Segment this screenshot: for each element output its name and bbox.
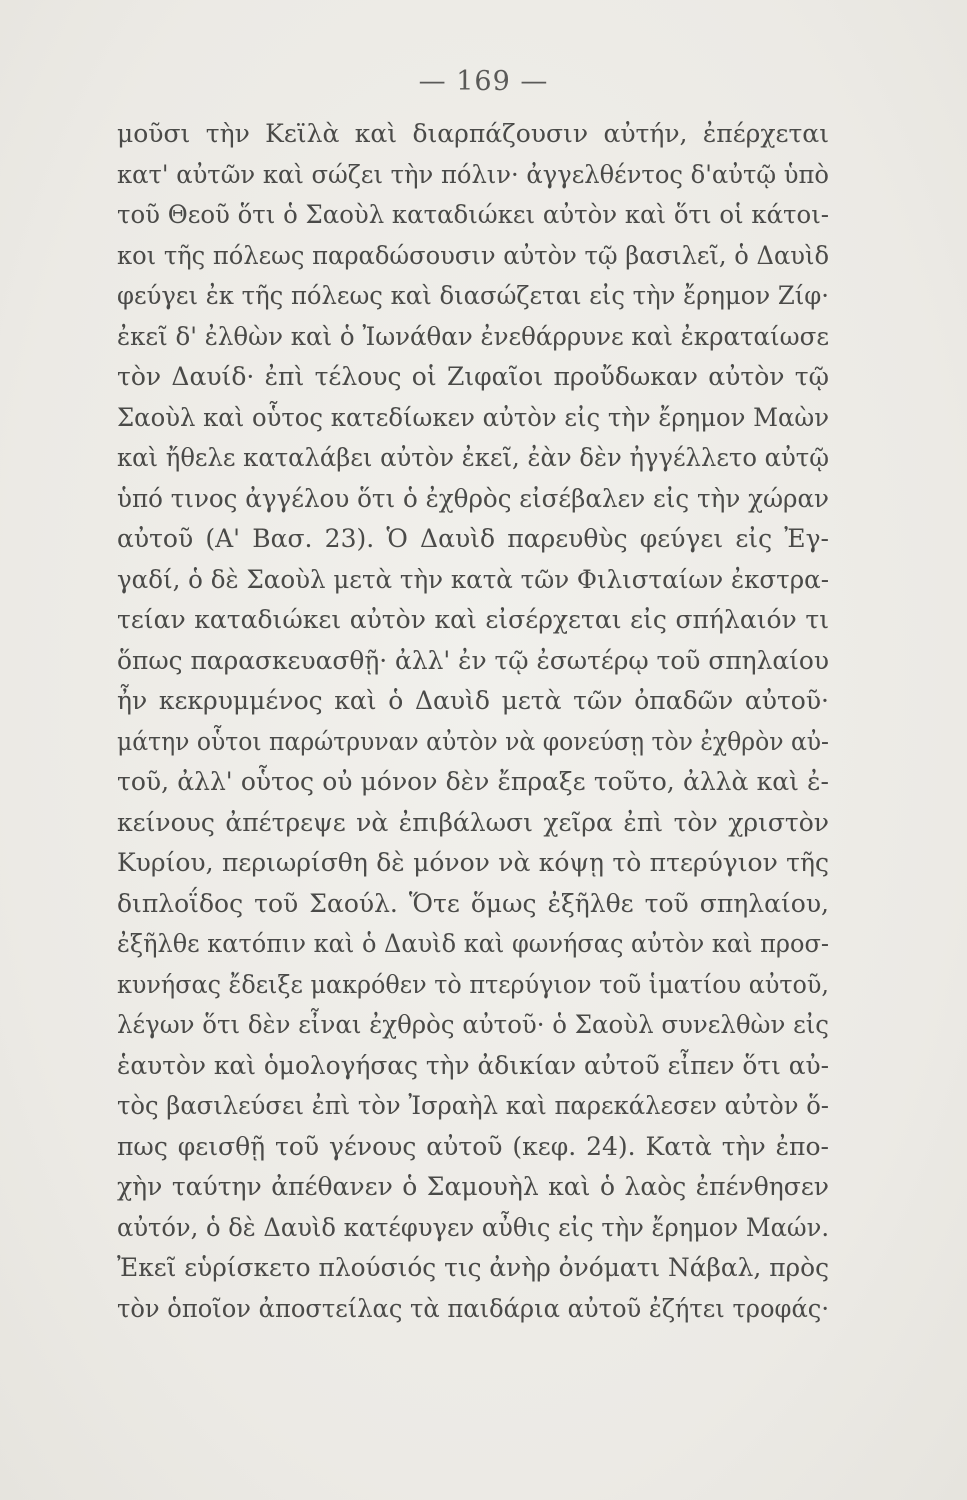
text-line: χὴν ταύτην ἀπέθανεν ὁ Σαμουὴλ καὶ ὁ λαὸς ἐπένθησεν [117,1172,829,1201]
text-line: κυνήσας ἔδειξε μακρόθεν τὸ πτερύγιον τοῦ ἱματίου αὐτοῦ, [117,969,829,999]
text-line: γαδί, ὁ δὲ Σαοὺλ μετὰ τὴν κατὰ τῶν Φιλισταίων ἐκστρα- [117,564,829,594]
text-line: κατ' αὐτῶν καὶ σώζει τὴν πόλιν· ἀγγελθέντος δ'αὐτῷ ὑπὸ [117,159,829,189]
text-line: κοι τῆς πόλεως παραδώσουσιν αὐτὸν τῷ βασιλεῖ, ὁ Δαυὶδ [117,240,829,270]
text-line: ἑαυτὸν καὶ ὁμολογήσας τὴν ἀδικίαν αὐτοῦ εἶπεν ὅτι αὐ- [117,1050,829,1080]
text-line: πως φεισθῇ τοῦ γένους αὐτοῦ (κεφ. 24). Κατὰ τὴν ἐπο- [117,1131,829,1161]
text-line: διπλοΐδος τοῦ Σαούλ. Ὅτε ὅμως ἐξῆλθε τοῦ σπηλαίου, [117,888,829,918]
text-line: ἐξῆλθε κατόπιν καὶ ὁ Δαυὶδ καὶ φωνήσας αὐτὸν καὶ προσ- [117,929,829,958]
text-line: Σαοὺλ καὶ οὗτος κατεδίωκεν αὐτὸν εἰς τὴν ἔρημον Μαὼν [117,402,829,432]
text-line: φεύγει ἐκ τῆς πόλεως καὶ διασώζεται εἰς τὴν ἔρημον Ζίφ· [117,281,829,310]
text-line: μάτην οὗτοι παρώτρυναν αὐτὸν νὰ φονεύσῃ τὸν ἐχθρὸν αὐ- [117,726,829,756]
page-number: — 169 — [418,66,549,97]
text-line: τὸς βασιλεύσει ἐπὶ τὸν Ἰσραὴλ καὶ παρεκάλεσεν αὐτὸν ὅ- [117,1091,829,1120]
text-line: ἦν κεκρυμμένος καὶ ὁ Δαυὶδ μετὰ τῶν ὀπαδῶν αὐτοῦ· [117,686,829,715]
text-line: λέγων ὅτι δὲν εἶναι ἐχθρὸς αὐτοῦ· ὁ Σαοὺλ συνελθὼν εἰς [117,1010,829,1039]
text-line: τείαν καταδιώκει αὐτὸν καὶ εἰσέρχεται εἰς σπήλαιόν τι [117,605,829,634]
text-line: τὸν ὁποῖον ἀποστείλας τὰ παιδάρια αὐτοῦ ἐζήτει τροφάς· [117,1293,829,1323]
text-line: αὐτόν, ὁ δὲ Δαυὶδ κατέφυγεν αὖθις εἰς τὴν ἔρημον Μαών. [117,1212,829,1242]
text-line: τὸν Δαυίδ· ἐπὶ τέλους οἱ Ζιφαῖοι προὔδωκαν αὐτὸν τῷ [117,362,829,391]
text-line: ὑπό τινος ἀγγέλου ὅτι ὁ ἐχθρὸς εἰσέβαλεν εἰς τὴν χώραν [117,483,829,513]
text-line: ὅπως παρασκευασθῇ· ἀλλ' ἐν τῷ ἐσωτέρῳ τοῦ σπηλαίου [117,645,829,675]
text-line: Κυρίου, περιωρίσθη δὲ μόνον νὰ κόψῃ τὸ πτερύγιον τῆς [117,848,829,877]
text-line: τοῦ Θεοῦ ὅτι ὁ Σαοὺλ καταδιώκει αὐτὸν καὶ ὅτι οἱ κάτοι- [117,200,829,229]
text-line: μοῦσι τὴν Κεϊλὰ καὶ διαρπάζουσιν αὐτήν, ἐπέρχεται [117,119,829,148]
text-line: αὐτοῦ (Α' Βασ. 23). Ὁ Δαυὶδ παρευθὺς φεύγει εἰς Ἐγ- [117,524,829,553]
body-text [117,114,829,1329]
text-line: Ἐκεῖ εὑρίσκετο πλούσιός τις ἀνὴρ ὀνόματι Νάβαλ, πρὸς [117,1253,829,1282]
text-line: κείνους ἀπέτρεψε νὰ ἐπιβάλωσι χεῖρα ἐπὶ τὸν χριστὸν [117,807,829,837]
text-line: καὶ ἤθελε καταλάβει αὐτὸν ἐκεῖ, ἐὰν δὲν ἠγγέλλετο αὐτῷ [117,443,829,472]
text-line: τοῦ, ἀλλ' οὗτος οὐ μόνον δὲν ἔπραξε τοῦτο, ἀλλὰ καὶ ἐ- [117,767,829,796]
text-line: ἐκεῖ δ' ἐλθὼν καὶ ὁ Ἰωνάθαν ἐνεθάρρυνε καὶ ἐκραταίωσε [117,321,829,351]
